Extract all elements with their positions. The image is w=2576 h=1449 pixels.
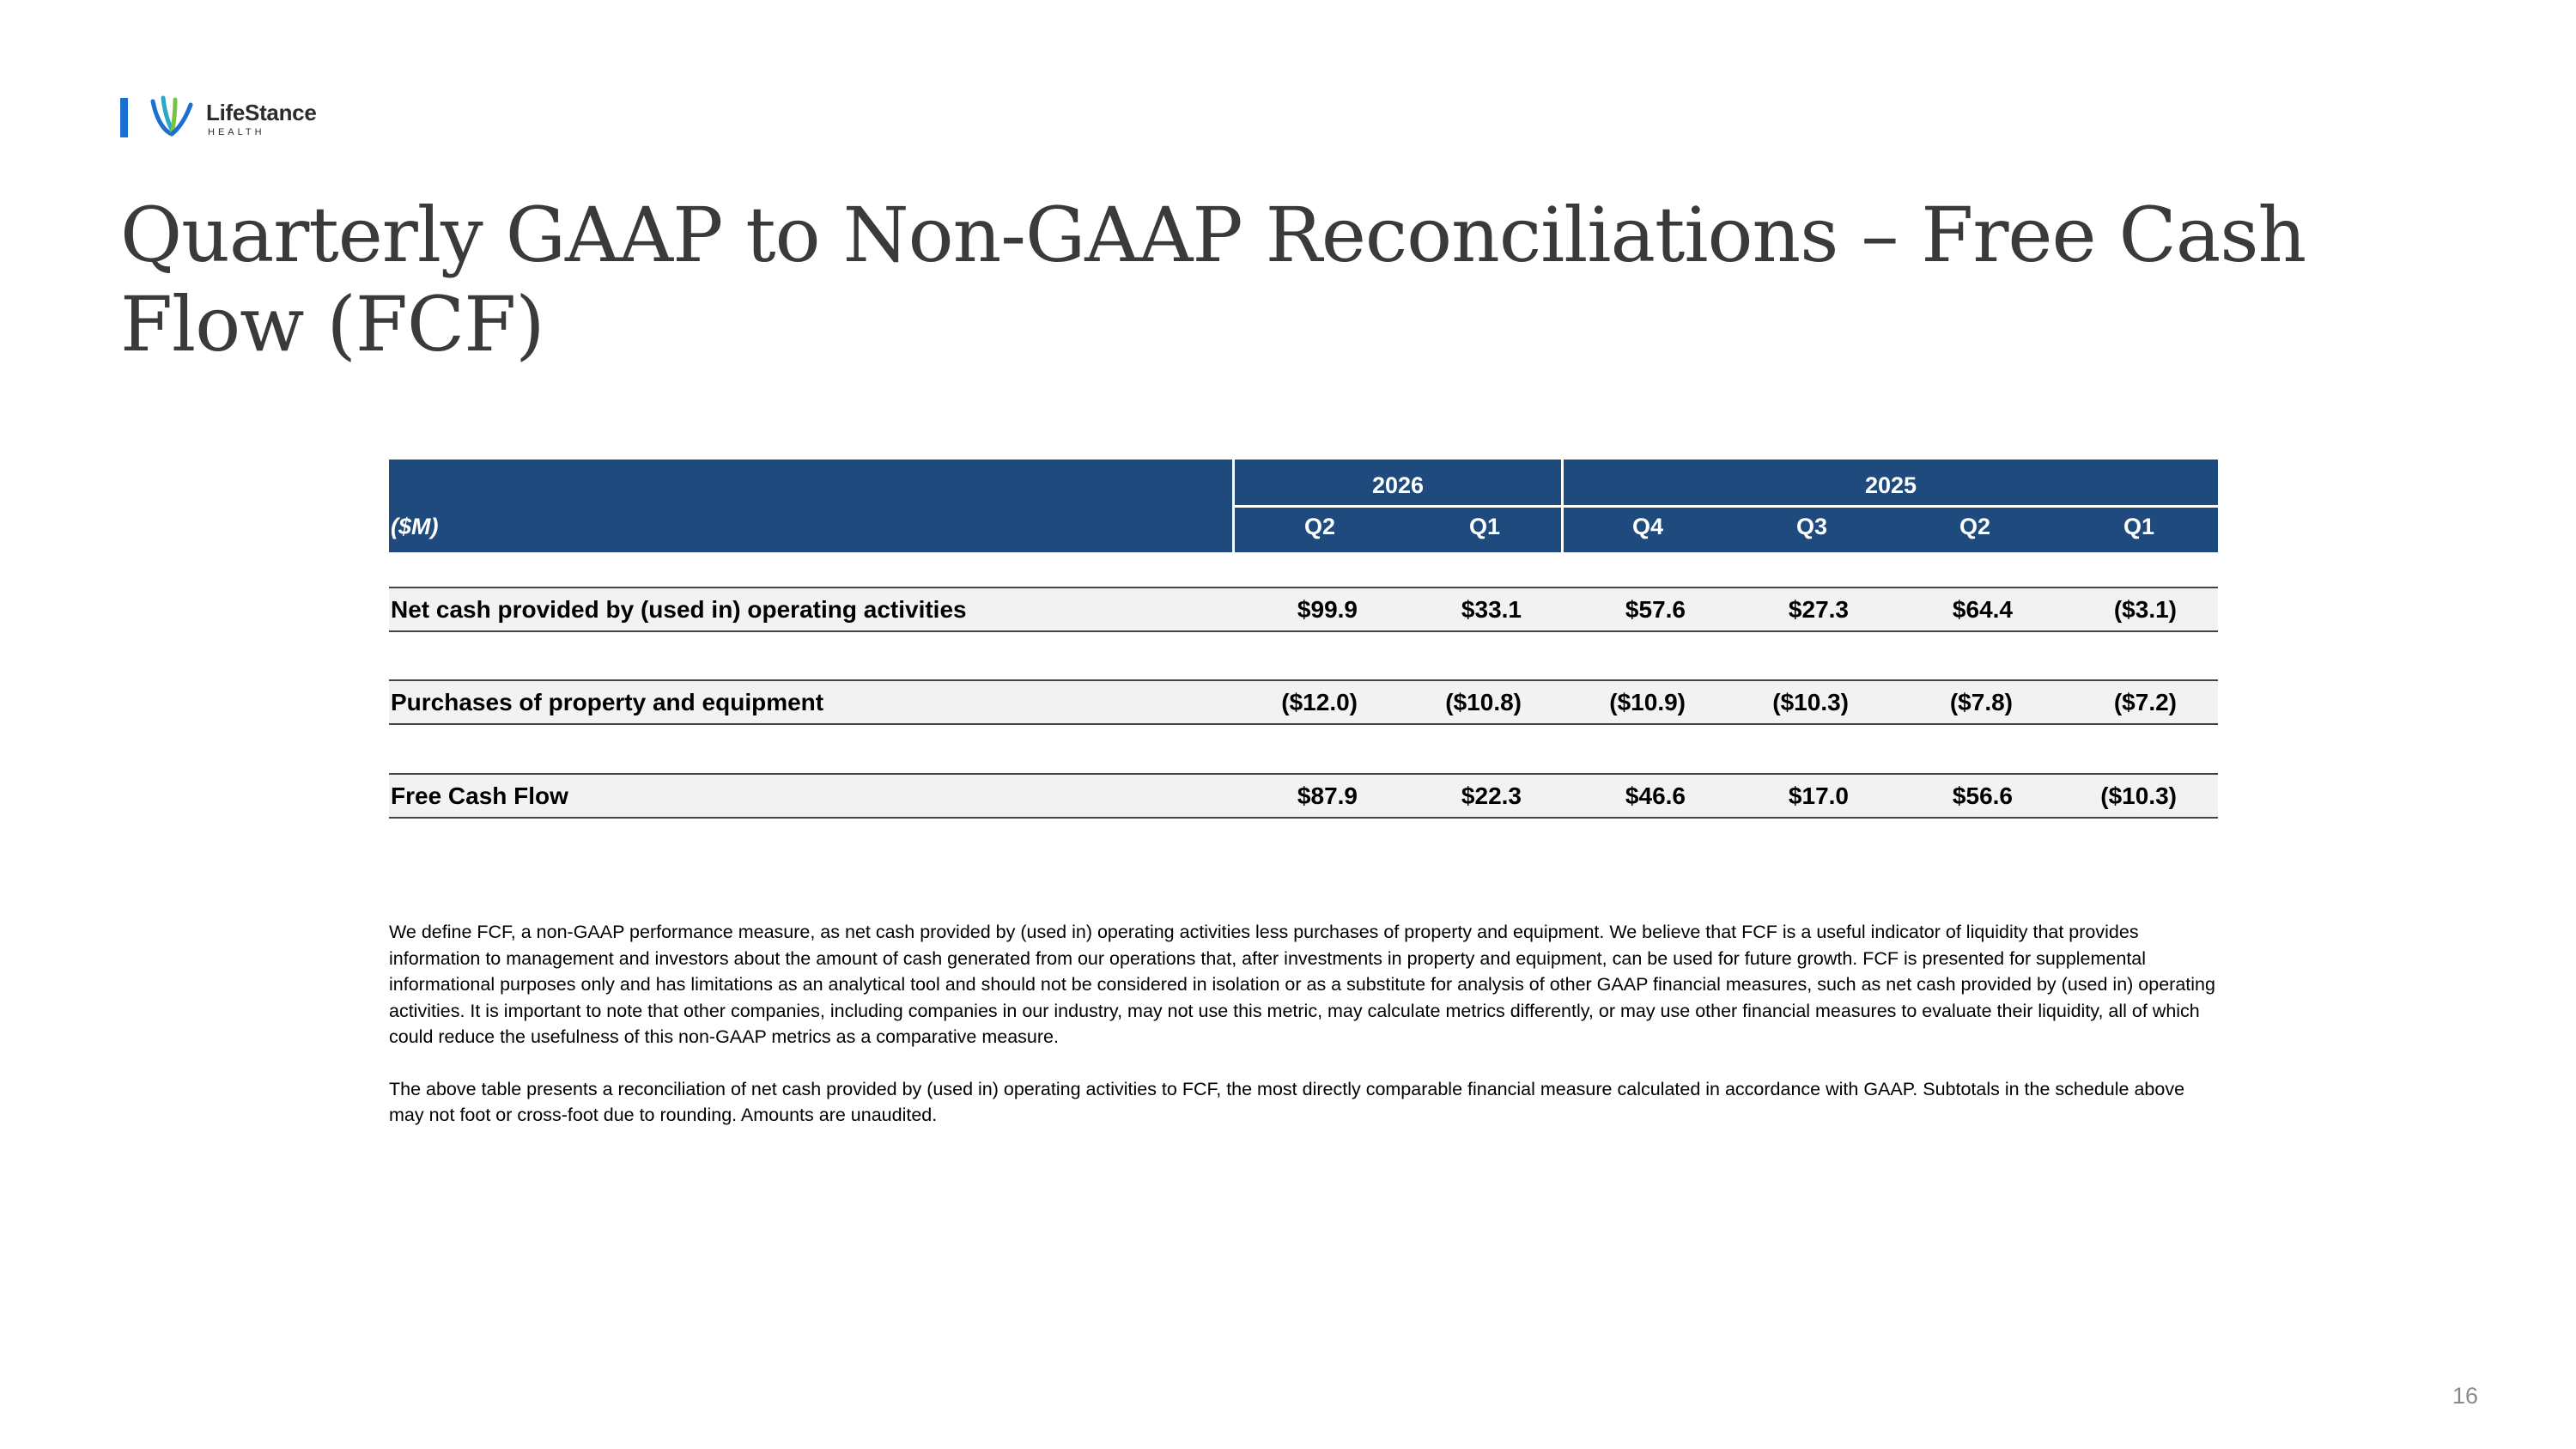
row-label: Free Cash Flow <box>391 782 568 809</box>
table-cell: $27.3 <box>1788 596 1849 623</box>
quarter-header: Q2 <box>1303 514 1336 539</box>
table-cell: ($10.8) <box>1445 689 1522 715</box>
header-rule <box>1564 505 2218 508</box>
row-label: Purchases of property and equipment <box>391 689 824 715</box>
logo-accent-bar <box>120 98 128 137</box>
header-rule <box>1235 505 1561 508</box>
table-cell: ($3.1) <box>2113 596 2177 623</box>
quarter-header: Q1 <box>1468 514 1501 539</box>
table-cell: $17.0 <box>1788 782 1849 809</box>
table-row <box>389 587 2218 632</box>
table-row <box>389 773 2218 819</box>
quarter-header: Q3 <box>1795 514 1828 539</box>
table-cell: $99.9 <box>1297 596 1358 623</box>
table-cell: ($12.0) <box>1281 689 1358 715</box>
quarter-header: Q1 <box>2123 514 2155 539</box>
fcf-reconciliation-table <box>389 460 2218 809</box>
table-cell: ($10.9) <box>1609 689 1686 715</box>
table-cell: ($7.2) <box>2113 689 2177 715</box>
table-cell: $33.1 <box>1461 596 1522 623</box>
footnote-reconciliation: The above table presents a reconciliation of net cash provided by (used in) operating activities to FCF, the most directly comparable financial measure calculated in accordance with GAAP. Subtotals in the schedule above may not foot or cross-foot due to rounding. Amounts are unaudited. <box>389 1078 2185 1125</box>
table-header <box>389 460 2218 552</box>
footnote-definition: We define FCF, a non-GAAP performance measure, as net cash provided by (used in) operating activities less purchases of property and equipment. We believe that FCF is a useful indicator of liquidity that provides information to management and investors about the amount of cash generated from our operations that, after investments in property and equipment, can be used for future growth. FCF is presented for supplemental informational purposes only and has limitations as an analytical tool and should not be considered in isolation or as a substitute for analysis of other GAAP financial measures, such as net cash provided by (used in) operating activities. It is important to note that other companies, including companies in our industry, may not use this metric, may calculate metrics differently, or may use other financial measures to evaluate their liquidity, all of which could reduce the usefulness of this non-GAAP metrics as a comparative measure. <box>389 922 2215 1047</box>
table-cell: ($10.3) <box>1772 689 1849 715</box>
table-row <box>389 679 2218 725</box>
year-2025-header: 2025 <box>1864 472 1917 498</box>
year-2026-header: 2026 <box>1371 472 1425 498</box>
table-cell: $22.3 <box>1461 782 1522 809</box>
table-cell: $57.6 <box>1625 596 1686 623</box>
logo-wordmark: LifeStance <box>206 100 317 125</box>
logo-subtext: HEALTH <box>208 127 265 137</box>
table-cell: ($7.8) <box>1949 689 2013 715</box>
table-cell: $56.6 <box>1952 782 2013 809</box>
unit-label: ($M) <box>391 514 439 539</box>
page-title: Quarterly GAAP to Non-GAAP Reconciliations – Free Cash Flow (FCF) <box>120 191 2306 368</box>
quarter-header: Q2 <box>1959 514 1991 539</box>
table-cell: $46.6 <box>1625 782 1686 809</box>
page-number: 16 <box>2451 1383 2478 1409</box>
company-logo <box>120 93 335 141</box>
lifestance-logo-icon <box>146 93 197 141</box>
footnotes <box>389 919 2218 1154</box>
table-cell: $87.9 <box>1297 782 1358 809</box>
table-cell: $64.4 <box>1952 596 2013 623</box>
row-label: Net cash provided by (used in) operating activities <box>391 596 967 623</box>
quarter-header: Q4 <box>1631 514 1664 539</box>
table-cell: ($10.3) <box>2100 782 2177 809</box>
